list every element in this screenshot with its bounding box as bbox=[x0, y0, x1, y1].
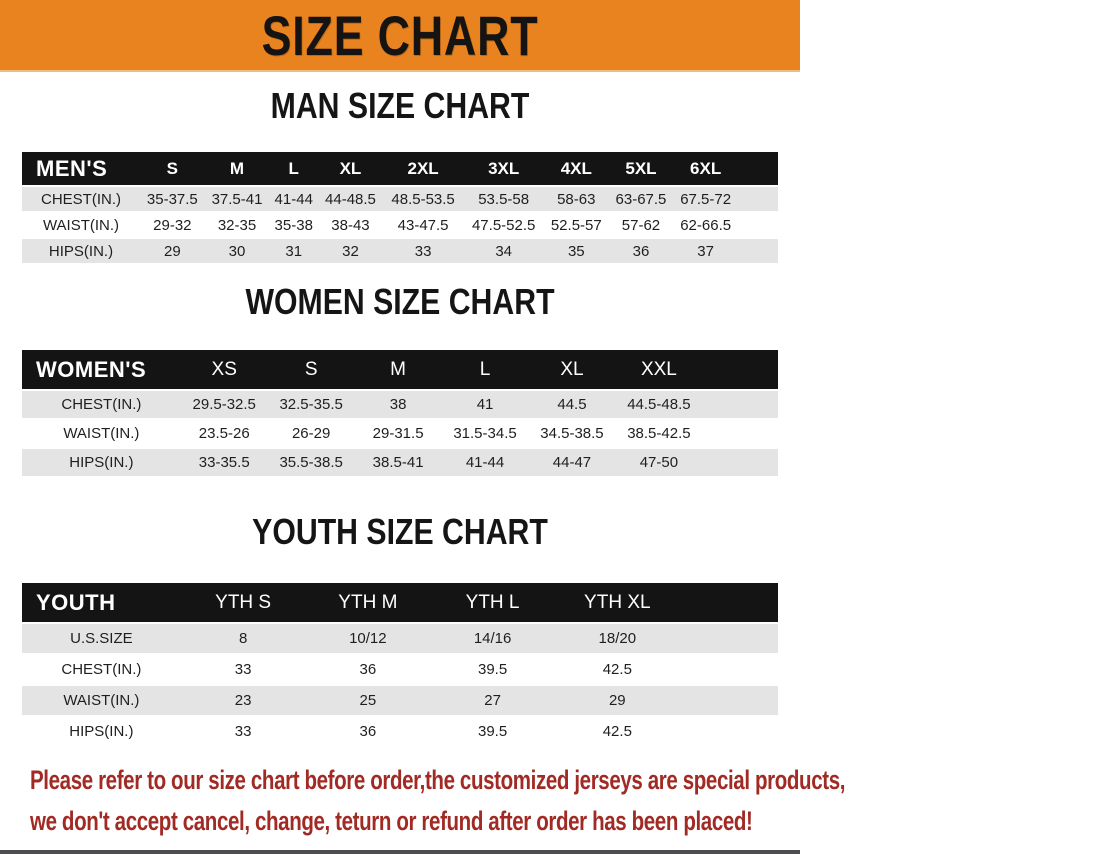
size-value-cell: 29-32 bbox=[140, 213, 205, 237]
spacer-cell bbox=[680, 717, 778, 746]
row-label-cell: WAIST(IN.) bbox=[22, 420, 181, 447]
size-value-cell: 36 bbox=[609, 239, 674, 263]
size-value-cell: 47-50 bbox=[615, 449, 702, 476]
size-value-cell: 63-67.5 bbox=[609, 187, 674, 211]
spacer-cell bbox=[702, 391, 778, 418]
men-table-wrap bbox=[0, 150, 800, 265]
corner-label-cell: MEN'S bbox=[22, 152, 140, 185]
spacer-cell bbox=[738, 239, 778, 263]
column-header-cell: M bbox=[355, 350, 442, 389]
size-value-cell: 39.5 bbox=[430, 655, 555, 684]
size-value-cell: 8 bbox=[181, 624, 306, 653]
size-value-cell: 33-35.5 bbox=[181, 449, 268, 476]
size-value-cell: 37 bbox=[673, 239, 738, 263]
men-section bbox=[0, 86, 800, 265]
size-value-cell: 33 bbox=[181, 655, 306, 684]
size-value-cell: 32-35 bbox=[205, 213, 270, 237]
column-header-cell: XL bbox=[318, 152, 383, 185]
size-value-cell: 39.5 bbox=[430, 717, 555, 746]
youth-size-chart-heading: YOUTH SIZE CHART bbox=[252, 511, 548, 552]
size-value-cell: 36 bbox=[305, 655, 430, 684]
table-row bbox=[22, 686, 778, 715]
size-value-cell: 44-48.5 bbox=[318, 187, 383, 211]
row-label-cell: HIPS(IN.) bbox=[22, 449, 181, 476]
youth-size-table bbox=[22, 581, 778, 748]
size-value-cell: 27 bbox=[430, 686, 555, 715]
size-value-cell: 37.5-41 bbox=[205, 187, 270, 211]
size-value-cell: 29 bbox=[140, 239, 205, 263]
women-size-table bbox=[22, 348, 778, 478]
size-value-cell: 23 bbox=[181, 686, 306, 715]
size-value-cell: 29-31.5 bbox=[355, 420, 442, 447]
column-header-cell: 3XL bbox=[463, 152, 544, 185]
column-header-cell: 4XL bbox=[544, 152, 609, 185]
table-row bbox=[22, 655, 778, 684]
header-row bbox=[22, 350, 778, 389]
size-value-cell: 41-44 bbox=[269, 187, 318, 211]
table-row bbox=[22, 449, 778, 476]
size-value-cell: 38.5-42.5 bbox=[615, 420, 702, 447]
table-row bbox=[22, 717, 778, 746]
column-header-cell: YTH XL bbox=[555, 583, 680, 622]
size-value-cell: 43-47.5 bbox=[383, 213, 464, 237]
size-value-cell: 26-29 bbox=[268, 420, 355, 447]
column-header-cell: 6XL bbox=[673, 152, 738, 185]
column-header-cell: YTH L bbox=[430, 583, 555, 622]
size-value-cell: 48.5-53.5 bbox=[383, 187, 464, 211]
disclaimer-line-2: we don't accept cancel, change, teturn or refund after order has been placed! bbox=[30, 806, 753, 836]
column-header-cell: XXL bbox=[615, 350, 702, 389]
size-value-cell: 32 bbox=[318, 239, 383, 263]
table-row bbox=[22, 213, 778, 237]
corner-label-cell: YOUTH bbox=[22, 583, 181, 622]
size-value-cell: 18/20 bbox=[555, 624, 680, 653]
size-value-cell: 30 bbox=[205, 239, 270, 263]
size-value-cell: 57-62 bbox=[609, 213, 674, 237]
row-label-cell: CHEST(IN.) bbox=[22, 187, 140, 211]
row-label-cell: HIPS(IN.) bbox=[22, 717, 181, 746]
size-value-cell: 33 bbox=[181, 717, 306, 746]
size-value-cell: 38 bbox=[355, 391, 442, 418]
spacer-cell bbox=[702, 449, 778, 476]
size-value-cell: 35-38 bbox=[269, 213, 318, 237]
table-row bbox=[22, 187, 778, 211]
spacer-cell bbox=[680, 624, 778, 653]
size-value-cell: 38.5-41 bbox=[355, 449, 442, 476]
size-value-cell: 35.5-38.5 bbox=[268, 449, 355, 476]
disclaimer bbox=[0, 764, 846, 846]
size-value-cell: 31.5-34.5 bbox=[442, 420, 529, 447]
size-value-cell: 44-47 bbox=[529, 449, 616, 476]
column-header-cell: S bbox=[268, 350, 355, 389]
column-header-cell: YTH S bbox=[181, 583, 306, 622]
spacer-cell bbox=[702, 420, 778, 447]
man-size-chart-heading: MAN SIZE CHART bbox=[270, 85, 530, 126]
column-header-cell: 2XL bbox=[383, 152, 464, 185]
column-header-cell: L bbox=[269, 152, 318, 185]
youth-section bbox=[0, 512, 800, 748]
spacer-cell bbox=[738, 152, 778, 185]
table-row bbox=[22, 420, 778, 447]
women-table-wrap bbox=[0, 348, 800, 478]
women-size-chart-heading: WOMEN SIZE CHART bbox=[245, 281, 555, 322]
size-value-cell: 44.5 bbox=[529, 391, 616, 418]
row-label-cell: CHEST(IN.) bbox=[22, 391, 181, 418]
size-value-cell: 41-44 bbox=[442, 449, 529, 476]
spacer-cell bbox=[680, 655, 778, 684]
spacer-cell bbox=[738, 187, 778, 211]
size-value-cell: 42.5 bbox=[555, 655, 680, 684]
size-value-cell: 38-43 bbox=[318, 213, 383, 237]
row-label-cell: WAIST(IN.) bbox=[22, 213, 140, 237]
size-value-cell: 47.5-52.5 bbox=[463, 213, 544, 237]
header-row bbox=[22, 152, 778, 185]
column-header-cell: XL bbox=[529, 350, 616, 389]
size-value-cell: 32.5-35.5 bbox=[268, 391, 355, 418]
bottom-border-strip bbox=[0, 850, 800, 854]
size-value-cell: 36 bbox=[305, 717, 430, 746]
row-label-cell: U.S.SIZE bbox=[22, 624, 181, 653]
size-value-cell: 52.5-57 bbox=[544, 213, 609, 237]
spacer-cell bbox=[738, 213, 778, 237]
spacer-cell bbox=[702, 350, 778, 389]
women-section bbox=[0, 282, 800, 478]
corner-label-cell: WOMEN'S bbox=[22, 350, 181, 389]
column-header-cell: S bbox=[140, 152, 205, 185]
size-value-cell: 23.5-26 bbox=[181, 420, 268, 447]
column-header-cell: YTH M bbox=[305, 583, 430, 622]
size-value-cell: 35 bbox=[544, 239, 609, 263]
size-value-cell: 14/16 bbox=[430, 624, 555, 653]
spacer-cell bbox=[680, 583, 778, 622]
size-value-cell: 29.5-32.5 bbox=[181, 391, 268, 418]
size-value-cell: 25 bbox=[305, 686, 430, 715]
row-label-cell: WAIST(IN.) bbox=[22, 686, 181, 715]
spacer-cell bbox=[680, 686, 778, 715]
size-value-cell: 35-37.5 bbox=[140, 187, 205, 211]
size-value-cell: 44.5-48.5 bbox=[615, 391, 702, 418]
size-value-cell: 53.5-58 bbox=[463, 187, 544, 211]
youth-table-wrap bbox=[0, 581, 800, 748]
men-size-table bbox=[22, 150, 778, 265]
column-header-cell: XS bbox=[181, 350, 268, 389]
table-row bbox=[22, 624, 778, 653]
size-value-cell: 42.5 bbox=[555, 717, 680, 746]
size-value-cell: 67.5-72 bbox=[673, 187, 738, 211]
size-value-cell: 58-63 bbox=[544, 187, 609, 211]
header-row bbox=[22, 583, 778, 622]
table-row bbox=[22, 239, 778, 263]
row-label-cell: CHEST(IN.) bbox=[22, 655, 181, 684]
size-value-cell: 34 bbox=[463, 239, 544, 263]
size-value-cell: 10/12 bbox=[305, 624, 430, 653]
column-header-cell: 5XL bbox=[609, 152, 674, 185]
disclaimer-line-1: Please refer to our size chart before order,the customized jerseys are special products, bbox=[30, 765, 846, 795]
size-value-cell: 41 bbox=[442, 391, 529, 418]
size-value-cell: 34.5-38.5 bbox=[529, 420, 616, 447]
size-chart-title: SIZE CHART bbox=[261, 3, 539, 67]
column-header-cell: M bbox=[205, 152, 270, 185]
table-row bbox=[22, 391, 778, 418]
size-value-cell: 62-66.5 bbox=[673, 213, 738, 237]
size-value-cell: 33 bbox=[383, 239, 464, 263]
row-label-cell: HIPS(IN.) bbox=[22, 239, 140, 263]
size-value-cell: 31 bbox=[269, 239, 318, 263]
column-header-cell: L bbox=[442, 350, 529, 389]
size-value-cell: 29 bbox=[555, 686, 680, 715]
size-chart-banner bbox=[0, 0, 800, 72]
